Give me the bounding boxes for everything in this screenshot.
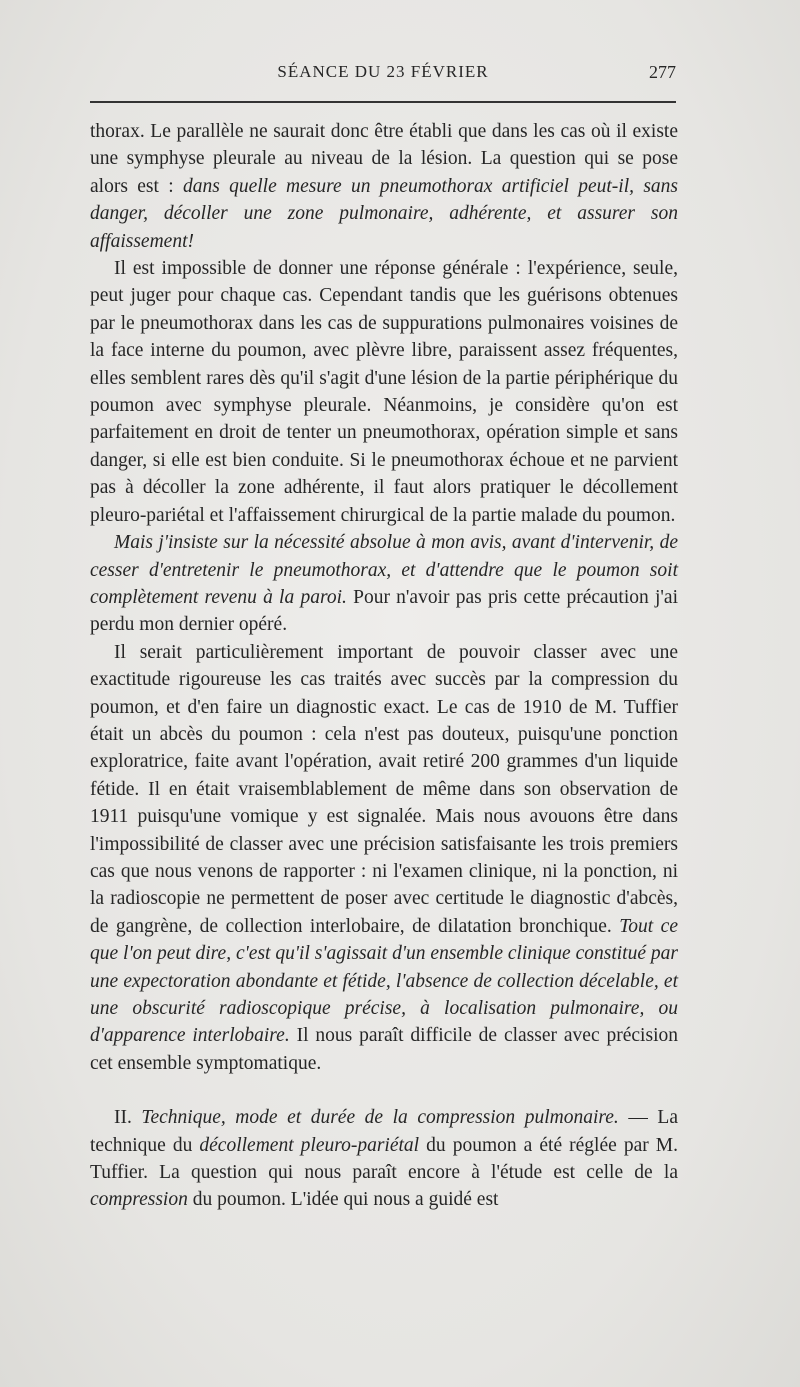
page-header bbox=[90, 62, 676, 86]
italic-run: Tout ce que l'on peut dire, c'est qu'il s'agissait d'un ensemble clinique constitué par une expectoration abondante et fétide, l'absence de collection décelable, et une obscurité radioscopique précise, à localisation pulmonaire, ou d'apparence interlobaire. bbox=[90, 915, 678, 1047]
paragraph bbox=[90, 255, 678, 529]
text-run: Il serait particulièrement important de pouvoir classer avec une exactitude rigoureuse les cas traités avec succès par la compression du poumon, et d'en faire un diagnostic exact. Le cas de 1910 de M. Tuffier était un abcès du poumon : cela n'est pas douteux, puisqu'une ponction exploratrice, faite avant l'opération, avait retiré 200 grammes d'un liquide fétide. Il en était vraisemblablement de même dans son observation de 1911 puisqu'une vomique y est signalée. Mais nous avouons être dans l'impossibilité de classer avec une précision satisfaisante les trois premiers cas que nous venons de rapporter : ni l'examen clinique, ni la ponction, ni la radioscopie ne permettent de poser avec certitude le diagnostic d'abcès, de gangrène, de collection interlobaire, de dilatation bronchique. bbox=[90, 641, 678, 937]
italic-run: Mais j'insiste sur la nécessité absolue à mon avis, avant d'intervenir, de cesser d'entretenir le pneumothorax, et d'attendre que le poumon soit complètement revenu à la paroi. bbox=[90, 532, 678, 608]
text-run: thorax. Le parallèle ne saurait donc être établi que dans les cas où il existe une symphyse pleurale au niveau de la lésion. La question qui se pose alors est : bbox=[90, 121, 678, 197]
text-run: Pour n'avoir pas pris cette précaution j'ai perdu mon dernier opéré. bbox=[90, 586, 678, 636]
paragraph bbox=[90, 639, 678, 1078]
header-rule bbox=[90, 101, 676, 103]
text-run: — La technique du bbox=[90, 1107, 678, 1156]
page-number: 277 bbox=[649, 62, 676, 82]
section-title: Technique, mode et durée de la compression pulmonaire. bbox=[141, 1107, 619, 1129]
italic-run: décollement pleuro-pariétal bbox=[199, 1134, 420, 1156]
text-run: Il est impossible de donner une réponse générale : l'expérience, seule, peut juger pour chaque cas. Cependant tandis que les guérisons obtenues par le pneumothorax dans les cas de suppurations pulmonaires voisines de la face interne du poumon, avec plèvre libre, paraissent assez fréquentes, elles semblent rares dès qu'il s'agit d'une lésion de la partie périphérique du poumon avec symphyse pleurale. Néanmoins, je considère qu'on est parfaitement en droit de tenter un pneumothorax, opération simple et sans danger, si elle est bien conduite. Si le pneumothorax échoue et ne parvient pas à décoller la zone adhérente, il faut alors pratiquer le décollement pleuro-pariétal et l'affaissement chirurgical de la partie malade du poumon. bbox=[90, 258, 678, 526]
text-run: du poumon. L'idée qui nous a guidé est bbox=[187, 1189, 499, 1211]
italic-run: dans quelle mesure un pneumothorax artificiel peut-il, sans danger, décoller une zone pulmonaire, adhérente, et assurer son affaissement! bbox=[90, 175, 678, 252]
section-number: II. bbox=[114, 1107, 142, 1129]
italic-run: compression bbox=[90, 1189, 188, 1211]
text-run: Il nous paraît difficile de classer avec précision cet ensemble symptomatique. bbox=[90, 1025, 678, 1074]
paragraph bbox=[90, 529, 678, 639]
running-title: SÉANCE DU 23 FÉVRIER bbox=[277, 62, 489, 81]
section-paragraph bbox=[90, 1104, 678, 1214]
text-run: du poumon a été réglée par M. Tuffier. La question qui nous paraît encore à l'étude est celle de la bbox=[90, 1134, 678, 1184]
paragraph bbox=[90, 118, 678, 255]
body-text bbox=[90, 118, 678, 1214]
